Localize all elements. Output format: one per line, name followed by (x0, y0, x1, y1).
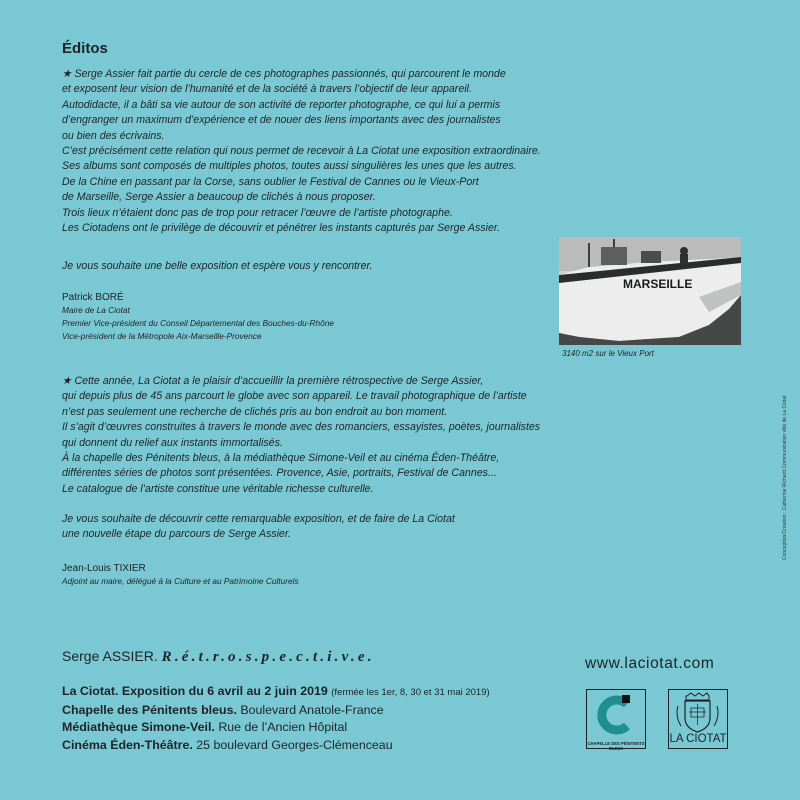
edito-2-line: n’est pas seulement une recherche de clichés pris au bon endroit au bon moment. (62, 405, 448, 418)
closing-line: Je vous souhaite une belle exposition et espère vous y rencontrer. (62, 260, 373, 272)
boat-photo (559, 237, 741, 345)
chapelle-logo (586, 689, 646, 749)
edito-2-line: À la chapelle des Pénitents bleus, à la médiathèque Simone-Veil et au cinéma Éden-Théâtre, (62, 452, 500, 465)
website-link[interactable]: www.laciotat.com (585, 655, 715, 672)
closing-line: une nouvelle étape du parcours de Serge Assier. (62, 528, 291, 541)
venue-mediatheque (62, 719, 490, 737)
signature-role: Vice-président de la Métropole Aix-Marseille-Provence (62, 331, 262, 341)
edito-1-line: ou bien des écrivains. (62, 129, 165, 142)
boat-name: MARSEILLE (623, 277, 693, 291)
edito-1-line: De la Chine en passant par la Corse, sans oublier le Festival de Cannes ou le Vieux-Port (62, 175, 479, 188)
retrospective-word: R.é.t.r.o.s.p.e.c.t.i.v.e. (161, 649, 375, 665)
venue-name: Chapelle des Pénitents bleus. (62, 702, 237, 717)
edito-2-line: Il s’agit d’œuvres construites à travers le monde avec des romanciers, essayistes, poètes, journalistes (62, 421, 541, 434)
signature-2 (62, 562, 299, 588)
signature-1 (62, 291, 334, 343)
info-dates (62, 683, 490, 702)
edito-2-line: Le catalogue de l’artiste constitue une véritable richesse culturelle. (62, 482, 374, 495)
info-dates-main: La Ciotat. Exposition du 6 avril au 2 juin 2019 (62, 684, 328, 698)
chapelle-logo-label: CHAPELLE DES PÉNITENTS BLEUS (587, 741, 645, 751)
chapelle-c-icon (587, 690, 644, 740)
laciotat-logo-label: LA CIOTAT (669, 733, 727, 745)
edito-1-line: C’est précisément cette relation qui nous permet de recevoir à La Ciotat une exposition extraordinaire. (62, 145, 541, 158)
venue-address: 25 boulevard Georges-Clémenceau (196, 737, 393, 752)
edito-1-closing (62, 259, 373, 274)
retrospective-heading (62, 648, 375, 666)
exhibition-info (62, 683, 490, 754)
venue-name: Médiathèque Simone-Veil. (62, 720, 215, 734)
signature-name: Jean-Louis TIXIER (62, 563, 146, 574)
edito-1-line: Trois lieux n’étaient donc pas de trop pour retracer l’œuvre de l’artiste photographe. (62, 206, 453, 219)
edito-2-closing (62, 512, 455, 543)
city-crest-icon (669, 690, 726, 734)
edito-2 (62, 374, 540, 497)
signature-role: Premier Vice-président du Conseil Départemental des Bouches-du-Rhône (62, 318, 334, 328)
signature-role: Adjoint au maire, délégué à la Culture et au Patrimoine Culturels (62, 576, 299, 586)
edito-2-line: différentes séries de photos sont présentées. Provence, Asie, portraits, Festival de Cannes... (62, 467, 497, 480)
venue-name: Cinéma Éden-Théâtre. (62, 737, 193, 752)
edito-1-line: ★ Serge Assier fait partie du cercle de ces photographes passionnés, qui parcourent le monde (62, 68, 506, 80)
edito-1-line: de Marseille, Serge Assier a beaucoup de clichés à nous proposer. (62, 191, 376, 204)
edito-2-line: ★ Cette année, La Ciotat a le plaisir d’accueillir la première rétrospective de Serge Assier, (62, 375, 484, 387)
venue-address: Boulevard Anatole-France (240, 702, 384, 717)
boat-photo-image (559, 237, 741, 345)
page-title: Éditos (62, 40, 108, 57)
edito-1-line: et exposent leur vision de l’humanité et de la société à travers l’objectif de leur appareil. (62, 83, 472, 96)
edito-1-line: d’engranger un maximum d’expérience et de nouer des liens importants avec des journalistes (62, 114, 501, 127)
artist-name: Serge ASSIER. (62, 648, 158, 664)
venue-chapelle (62, 702, 490, 720)
info-dates-note: (fermée les 1er, 8, 30 et 31 mai 2019) (331, 687, 490, 698)
edito-2-line: qui donnent du relief aux instants immortalisés. (62, 436, 283, 449)
signature-name: Patrick BORÉ (62, 292, 124, 303)
edito-1 (62, 67, 541, 236)
edito-1-line: Autodidacte, il a bâti sa vie autour de son activité de reporter photographe, ce qui lui a permis (62, 98, 501, 111)
edito-1-line: Ses albums sont composés de multiples photos, toutes aussi singulières les unes que les autres. (62, 160, 517, 173)
closing-line: Je vous souhaite de découvrir cette remarquable exposition, et de faire de La Ciotat (62, 513, 455, 525)
credits-text: Conception/Création : Catherine Richard Communication ville de La Ciotat (782, 395, 788, 560)
photo-caption: 3140 m2 sur le Vieux Port (562, 349, 654, 358)
edito-2-line: qui depuis plus de 45 ans parcourt le globe avec son appareil. Le travail photographique de l’artiste (62, 390, 527, 403)
venue-address: Rue de l’Ancien Hôpital (218, 720, 348, 734)
signature-role: Maire de La Ciotat (62, 305, 130, 315)
venue-cinema (62, 737, 490, 755)
edito-1-line: Les Ciotadens ont le privilège de découvrir et pénétrer les instants capturés par Serge Assier. (62, 222, 500, 235)
